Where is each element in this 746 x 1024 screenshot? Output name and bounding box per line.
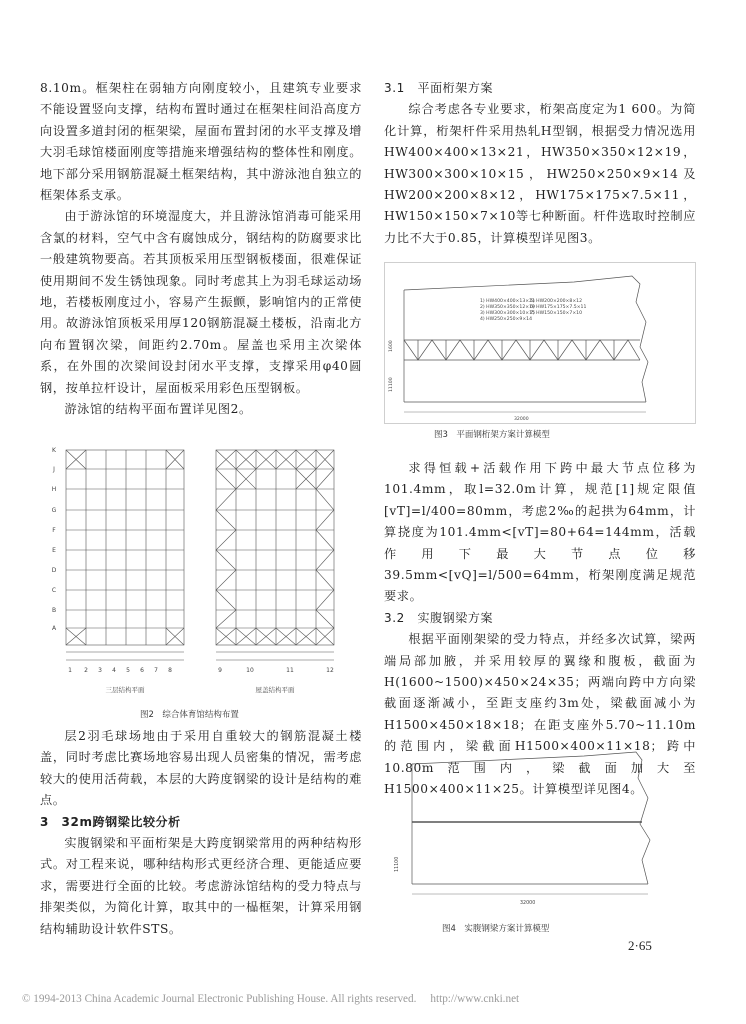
figure-3-caption: 图3 平面钢桁架方案计算模型: [434, 430, 550, 440]
dimension-label: 11100: [395, 856, 400, 872]
grid-label: K: [52, 447, 56, 454]
grid-label: J: [53, 466, 55, 473]
grid-label: 12: [326, 667, 334, 674]
section-heading-3-2: 3.2 实腹钢梁方案: [384, 610, 494, 625]
legend-item: 2) HW350×350×12×19: [480, 305, 535, 310]
legend-item: 6) HW175×175×7.5×11: [530, 305, 587, 310]
grid-label: 1: [68, 667, 72, 674]
grid-label: B: [51, 607, 57, 614]
figure-2-right-label: 屋盖结构平面: [255, 686, 295, 694]
paragraph: 综合考虑各专业要求，桁架高度定为1 600。为简化计算，桁架杆件采用热轧H型钢，根据受力情况选用HW400×400×13×21，HW350×350×12×19，HW300×300×10×15，HW250×250×9×14及HW200×200×8×12，HW175×175×7.5×11，HW150×150×7×10等七种断面。杆件选取时控制应力比不大于0.85，计算模型详见图3。: [384, 102, 696, 245]
grid-label: D: [51, 567, 57, 574]
paragraph: 游泳馆的结构平面布置详见图2。: [64, 402, 252, 417]
dimension-label: 11100: [389, 377, 394, 392]
paragraph: 根据平面刚架梁的受力特点，并经多次试算，梁两端局部加腋，并采用较厚的翼缘和腹板，截面为H(1600~1500)×450×24×35；两端向跨中方向梁截面逐渐减小，至距支座约3m处，梁截面减小为H1500×450×18×18；在距支座外5.70~11.10m的范围内，梁截面H1500×400×11×18；跨中10.80m范围内，梁截面加大至H1500×400×11×25。计算模型详见图4。: [384, 632, 696, 797]
legend-item: 7) HW150×150×7×10: [530, 311, 583, 316]
figure-3-truss-model: [384, 262, 696, 424]
grid-label: 8: [168, 667, 172, 674]
grid-label: 7: [154, 667, 158, 674]
figure-2-caption: 图2 综合体育馆结构布置: [140, 710, 239, 720]
grid-label: 9: [218, 667, 222, 674]
paragraph: 求得恒载+活载作用下跨中最大节点位移为101.4mm，取l=32.0m计算，规范[1]规定限值[vT]=l/400=80mm，考虑2‰的起拱为64mm，计算挠度为101.4mm<[vT]=80+64=144mm，活载作用下最大节点位移39.5mm<[vQ]=l/500=64mm，桁架刚度满足规范要求。: [384, 461, 696, 604]
grid-label: C: [51, 587, 57, 594]
grid-label: 4: [112, 667, 116, 674]
paragraph: 8.10m。框架柱在弱轴方向刚度较小，且建筑专业要求不能设置竖向支撑，结构布置时通过在框架柱间沿高度方向设置多道封闭的框架梁，屋面布置封闭的水平支撑及增大羽毛球馆楼面刚度等措施来增强结构的整体性和刚度。地下部分采用钢筋混凝土框架结构，其中游泳池自独立的框架体系支承。: [40, 81, 362, 203]
legend-item: 3) HW300×300×10×15: [480, 311, 535, 316]
right-column-top: [384, 78, 696, 249]
dimension-label: 1600: [389, 340, 394, 352]
grid-label: F: [52, 527, 56, 534]
grid-label: H: [51, 486, 57, 493]
grid-label: 11: [286, 667, 294, 674]
grid-label: 2: [84, 667, 88, 674]
paragraph: 层2羽毛球场地由于采用自重较大的钢筋混凝土楼盖，同时考虑比赛场地容易出现人员密集的情况，需考虑较大的使用活荷载，本层的大跨度钢梁的设计是结构的难点。: [40, 729, 362, 808]
figure-4-solid-web-beam-model: [384, 742, 696, 912]
page-number: 2·65: [628, 938, 652, 953]
grid-label: 5: [126, 667, 130, 674]
paragraph: 由于游泳馆的环境湿度大，并且游泳馆消毒可能采用含氯的材料，空气中含有腐蚀成分，钢结构的防腐要求比一般建筑物要高。若其顶板采用压型钢板楼面，很难保证使用期间不发生锈蚀现象。同时考虑其上为羽毛球运动场地，若楼板刚度过小，容易产生振颤，影响馆内的正常使用。故游泳馆顶板采用厚120钢筋混凝土楼板，沿南北方向布置钢次梁，间距约2.70m。屋盖也采用主次梁体系，在外围的次梁间设封闭水平支撑，支撑采用φ40圆钢，按单拉杆设计，屋面板采用彩色压型钢板。: [40, 209, 362, 395]
grid-label: 10: [246, 667, 254, 674]
legend-item: 4) HW250×250×9×14: [480, 317, 533, 322]
grid-label: E: [52, 547, 56, 554]
figure-2-structural-plans: [40, 442, 362, 712]
left-column-bottom: [40, 726, 362, 940]
dimension-label: 32000: [520, 901, 536, 906]
legend-item: 5) HW200×200×8×12: [530, 299, 583, 304]
grid-label: 6: [140, 667, 144, 674]
grid-label: A: [51, 625, 57, 632]
legend-item: 1) HW400×400×13×21: [480, 299, 535, 304]
copyright-footer: © 1994-2013 China Academic Journal Electronic Publishing House. All rights reserved. http://www.cnki.net: [22, 993, 520, 1005]
section-heading-3: 3 32m跨钢梁比较分析: [40, 814, 181, 829]
figure-2-left-label: 三层结构平面: [105, 686, 145, 694]
section-heading-3-1: 3.1 平面桁架方案: [384, 81, 494, 95]
paragraph: 实腹钢梁和平面桁架是大跨度钢梁常用的两种结构形式。对工程来说，哪种结构形式更经济合理、更能适应要求，需要进行全面的比较。考虑游泳馆结构的受力特点与排架类似，为简化计算，取其中的一榀框架，计算采用钢结构辅助设计软件STS。: [40, 836, 362, 936]
grid-label: 3: [98, 667, 102, 674]
dimension-label: 32000: [514, 417, 529, 422]
grid-label: G: [51, 507, 57, 514]
figure-4-caption: 图4 实腹钢梁方案计算模型: [442, 924, 550, 934]
left-column-top: [40, 78, 362, 421]
